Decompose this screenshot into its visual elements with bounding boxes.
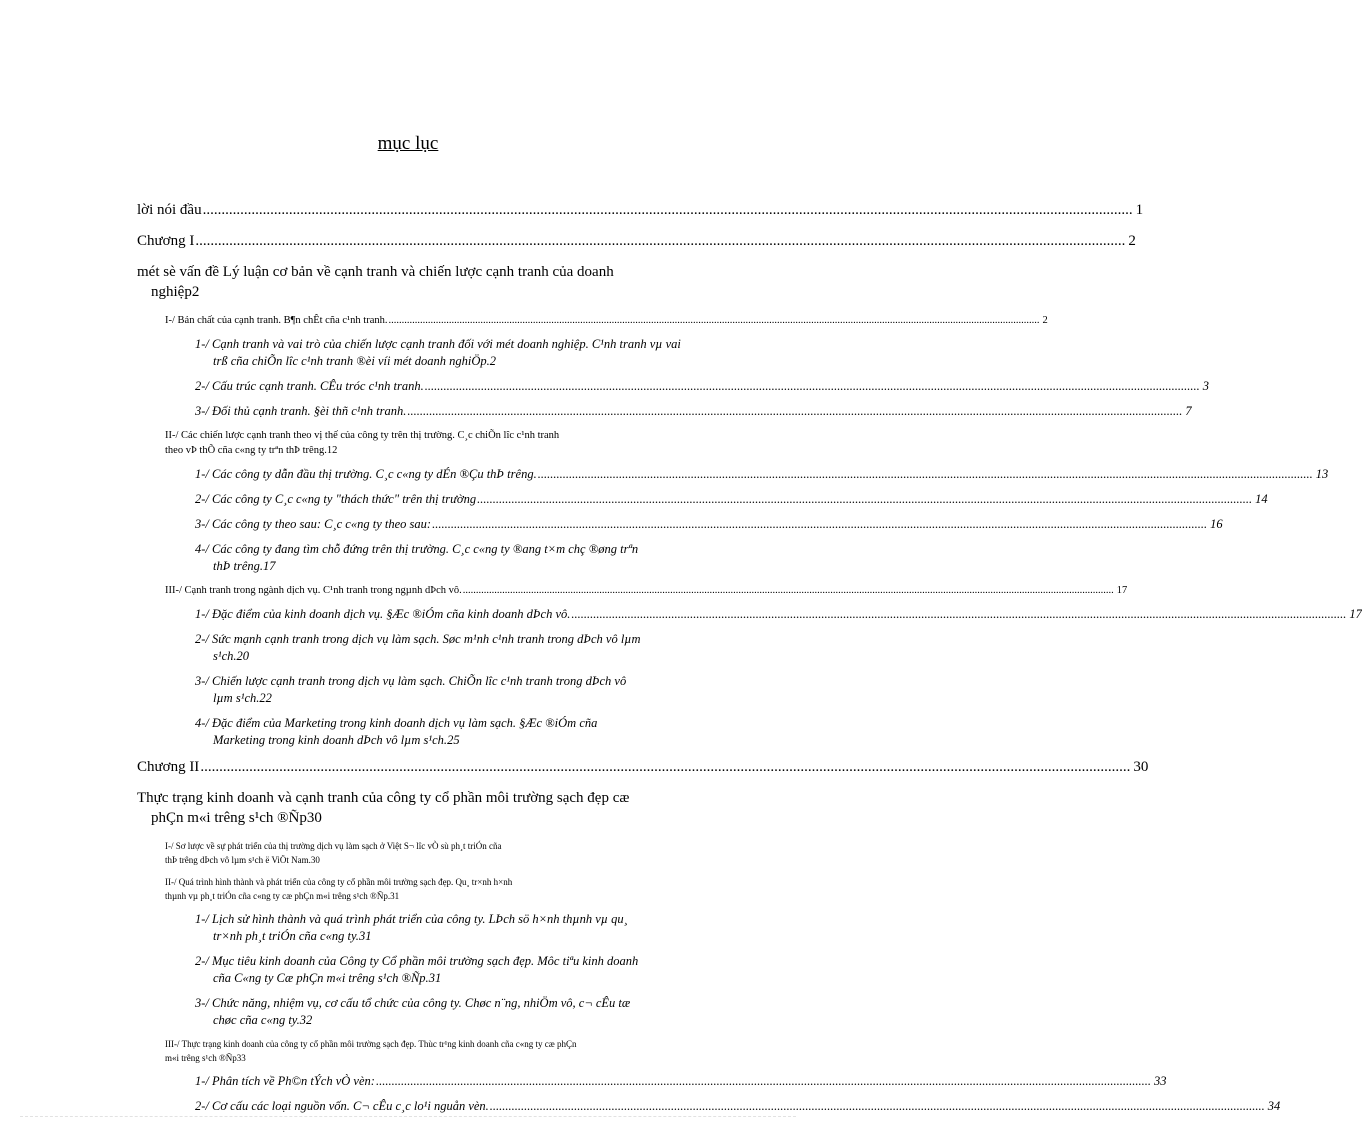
toc-entry[interactable] <box>165 839 739 867</box>
toc-entry[interactable] <box>137 200 1144 220</box>
toc-page-number: 16 <box>1210 517 1223 531</box>
toc-page-number: 17 <box>1349 607 1362 621</box>
toc-entry-text: II-/ Các chiến lược cạnh tranh theo vị thế của công ty trên thị trường. C¸c chiÕn lîc c¹nh tranh <box>165 430 560 441</box>
toc-entry-text: 2-/ Cơ cấu các loại nguồn vốn. C¬ cÊu c¸c lo¹i nguån vèn. <box>195 1099 489 1113</box>
toc-entry-text: 1-/ Phân tích về Ph©n tÝch vÒ vèn: <box>195 1074 375 1088</box>
toc-entry[interactable] <box>165 583 1128 598</box>
toc-entry-text: 2-/ Cấu trúc cạnh tranh. CÊu tróc c¹nh tranh. <box>195 379 424 393</box>
toc-entry-text-cont: s¹ch. <box>213 649 237 663</box>
toc-entry-text: Chương II <box>137 759 200 775</box>
toc-entry[interactable] <box>137 788 739 828</box>
table-of-contents <box>137 200 1362 1123</box>
toc-page-number: 17 <box>263 559 276 573</box>
toc-entry-text: Thực trạng kinh doanh và cạnh tranh của công ty cổ phần môi trường sạch đẹp cæ <box>137 790 630 806</box>
toc-page-number: 31 <box>358 929 372 943</box>
toc-entry-text-cont: chøc cña c«ng ty. <box>213 1013 300 1027</box>
toc-entry-text-cont: trß cña chiÕn lîc c¹nh tranh ®èi víi mét doanh nghiÖp. <box>213 354 490 368</box>
toc-page-number: 32 <box>299 1013 313 1027</box>
toc-entry[interactable] <box>195 491 1268 508</box>
toc-entry[interactable] <box>195 1073 1167 1090</box>
toc-page-number: 25 <box>447 733 460 747</box>
toc-page-number: 2 <box>489 354 496 368</box>
toc-entry-text: 2-/ Các công ty C¸c c«ng ty "thách thức" trên thị trường <box>195 492 477 506</box>
toc-page-number: 2 <box>1128 233 1136 249</box>
toc-entry-text: 4-/ Các công ty đang tìm chỗ đứng trên thị trường. C¸c c«ng ty ®ang t×m chç ®øng trªn <box>195 542 639 556</box>
toc-entry-text: lời nói đầu <box>137 202 202 218</box>
toc-entry[interactable] <box>195 673 739 707</box>
toc-entry-text-cont: cña C«ng ty Cæ phÇn m«i trêng s¹ch ®Ñp. <box>213 971 429 985</box>
toc-page-number: 17 <box>1116 585 1128 596</box>
toc-entry[interactable] <box>195 715 739 749</box>
toc-entry-text: III-/ Cạnh tranh trong ngành dịch vụ. C¹nh tranh trong ngµnh dÞch vô. <box>165 585 462 596</box>
toc-entry[interactable] <box>195 378 1209 395</box>
toc-page-number: 2 <box>191 284 200 300</box>
toc-page-number: 31 <box>428 971 442 985</box>
toc-entry-text: Chương I <box>137 233 195 249</box>
toc-entry-text: 3-/ Chiến lược cạnh tranh trong dịch vụ làm sạch. ChiÕn lîc c¹nh tranh trong dÞch vô <box>195 674 627 688</box>
page-border <box>20 1116 796 1117</box>
toc-entry-text-cont: thÞ trêng dÞch vô lµm s¹ch ë ViÖt Nam. <box>165 855 311 865</box>
toc-page-number: 14 <box>1255 492 1268 506</box>
toc-page-number: 20 <box>236 649 250 663</box>
toc-entry-text: 3-/ Các công ty theo sau: C¸c c«ng ty theo sau: <box>195 517 432 531</box>
toc-entry[interactable] <box>165 313 1048 328</box>
toc-entry[interactable] <box>195 1098 1281 1115</box>
toc-entry-text: 3-/ Đối thủ cạnh tranh. §èi thñ c¹nh tranh. <box>195 404 407 418</box>
toc-entry[interactable] <box>195 995 739 1029</box>
toc-entry[interactable] <box>165 875 739 903</box>
toc-entry[interactable] <box>195 466 1329 483</box>
toc-entry-text: 1-/ Các công ty dẫn đầu thị trường. C¸c c«ng ty dÉn ®Çu thÞ trêng. <box>195 467 537 481</box>
toc-entry[interactable] <box>165 428 739 458</box>
toc-entry-text-cont: phÇn m«i trêng s¹ch ®Ñp <box>151 810 307 826</box>
toc-entry-text-cont: thµnh vµ ph¸t triÓn cña c«ng ty cæ phÇn m«i trêng s¹ch ®Ñp. <box>165 891 391 901</box>
toc-entry[interactable] <box>137 757 1149 777</box>
toc-entry[interactable] <box>195 911 739 945</box>
toc-page-number: 34 <box>1267 1099 1281 1113</box>
toc-page-number: 2 <box>1042 315 1048 326</box>
toc-page-number: 1 <box>1135 202 1144 218</box>
toc-entry[interactable] <box>195 631 739 665</box>
toc-page-number: 22 <box>259 691 272 705</box>
toc-entry[interactable] <box>195 516 1223 533</box>
toc-entry-text-cont: lµm s¹ch. <box>213 691 260 705</box>
toc-entry-text: 1-/ Lịch sử hình thành và quá trình phát triển của công ty. LÞch sö h×nh thµnh vµ qu¸ <box>195 912 628 926</box>
toc-entry-text: mét sè vấn đề Lý luận cơ bản về cạnh tranh và chiến lược cạnh tranh của doanh <box>137 264 614 280</box>
toc-entry[interactable] <box>137 262 739 302</box>
toc-entry-text: 1-/ Đặc điểm của kinh doanh dịch vụ. §Æc ®iÓm cña kinh doanh dÞch vô. <box>195 607 571 621</box>
toc-entry-text: I-/ Sơ lược về sự phát triển của thị trường dịch vụ làm sạch ở Việt S¬ lîc vÒ sù ph¸t triÓn cña <box>165 841 502 851</box>
toc-entry[interactable] <box>195 336 739 370</box>
toc-entry[interactable] <box>165 1037 739 1065</box>
page-title: mục lục <box>377 133 439 154</box>
toc-entry-text-cont: tr×nh ph¸t triÓn cña c«ng ty. <box>213 929 359 943</box>
toc-entry-text-cont: nghiệp <box>151 284 192 300</box>
toc-entry-text: II-/ Quá trình hình thành và phát triển của công ty cổ phần môi trường sạch đẹp. Qu¸ tr×nh h×nh <box>165 877 513 887</box>
toc-entry-text: 3-/ Chức năng, nhiệm vụ, cơ cấu tổ chức của công ty. Chøc n¨ng, nhiÖm vô, c¬ cÊu tæ <box>195 996 631 1010</box>
toc-page-number: 31 <box>390 891 400 901</box>
toc-entry-text-cont: m«i trêng s¹ch ®Ñp <box>165 1053 237 1063</box>
toc-entry-text: I-/ Bản chất của cạnh tranh. B¶n chÊt cña c¹nh tranh. <box>165 315 388 326</box>
toc-page-number: 3 <box>1202 379 1209 393</box>
toc-page-number: 33 <box>236 1053 246 1063</box>
toc-entry[interactable] <box>195 953 739 987</box>
toc-page-number: 33 <box>1153 1074 1167 1088</box>
toc-entry-text-cont: Marketing trong kinh doanh dÞch vô lµm s¹ch. <box>213 733 448 747</box>
toc-entry-text: 2-/ Sức mạnh cạnh tranh trong dịch vụ làm sạch. Søc m¹nh c¹nh tranh trong dÞch vô lµm <box>195 632 641 646</box>
toc-entry[interactable] <box>195 606 1362 623</box>
toc-entry[interactable] <box>195 541 739 575</box>
toc-page-number: 7 <box>1185 404 1192 418</box>
toc-entry[interactable] <box>137 231 1136 251</box>
toc-entry-text: 4-/ Đặc điểm của Marketing trong kinh doanh dịch vụ làm sạch. §Æc ®iÓm cña <box>195 716 598 730</box>
toc-entry-text: 2-/ Mục tiêu kinh doanh của Công ty Cổ phần môi trường sạch đẹp. Môc tiªu kinh doanh <box>195 954 639 968</box>
toc-entry[interactable] <box>195 403 1192 420</box>
toc-page-number: 13 <box>1315 467 1329 481</box>
toc-entry-text: 1-/ Cạnh tranh và vai trò của chiến lược cạnh tranh đối với mét doanh nghiệp. C¹nh tranh vµ vai <box>195 337 681 351</box>
toc-page-number: 30 <box>310 855 320 865</box>
toc-entry-text-cont: theo vÞ thÕ cña c«ng ty trªn thÞ trêng. <box>165 445 327 456</box>
toc-page-number: 30 <box>1133 759 1149 775</box>
toc-entry-text-cont: thÞ trêng. <box>213 559 263 573</box>
toc-page-number: 30 <box>306 810 322 826</box>
toc-entry-text: III-/ Thực trạng kinh doanh của công ty cổ phần môi trường sạch đẹp. Thùc tr¹ng kinh doanh cña c«ng ty cæ phÇn <box>165 1039 577 1049</box>
toc-page-number: 12 <box>326 445 338 456</box>
